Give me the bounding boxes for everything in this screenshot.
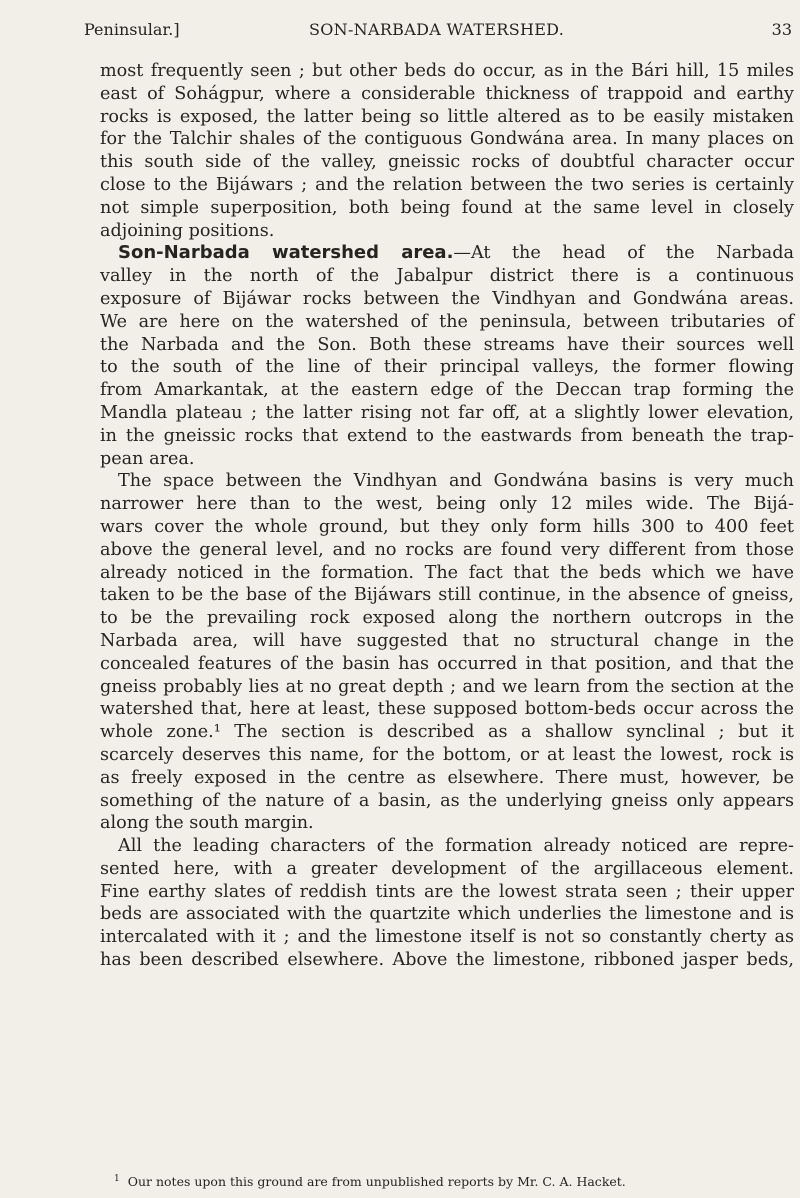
text-line: All the leading characters of the formation already noticed are repre- [118,836,794,857]
footnote-text: Our notes upon this ground are from unpublished reports by Mr. C. A. Hacket. [127,1174,626,1190]
text-line: above the general level, and no rocks are found very different from those [100,539,794,560]
text-line: already noticed in the formation. The fact that the beds which we have [100,562,794,583]
text-line: to the south of the line of their principal valleys, the former flowing [100,357,794,378]
text-line: exposure of Bijáwar rocks between the Vindhyan and Gondwána areas. [100,288,794,309]
text-line: Mandla plateau ; the latter rising not far off, at a slightly lower elevation, [100,402,794,423]
text-line: adjoining positions. [100,220,275,241]
text-line: watershed that, here at least, these supposed bottom-beds occur across the [100,699,794,720]
text-line: wars cover the whole ground, but they only form hills 300 to 400 feet [100,516,794,537]
text-line: the Narbada and the Son. Both these streams have their sources well [100,334,794,355]
text-line: sented here, with a greater development of the argillaceous element. [100,858,794,879]
section-heading: Son-Narbada watershed area. [118,242,454,264]
chapter-label: Peninsular.] [84,20,180,39]
text-line: rocks is exposed, the latter being so little altered as to be easily mistaken [100,106,794,127]
text-line: to be the prevailing rock exposed along the northern outcrops in the [100,608,794,629]
text-line: narrower here than to the west, being only 12 miles wide. The Bijá- [100,494,794,515]
text-line: something of the nature of a basin, as the underlying gneiss only appears [100,790,794,811]
text-line: for the Talchir shales of the contiguous Gondwána area. In many places on [100,129,794,150]
text-line: beds are associated with the quartzite which underlies the limestone and is [100,904,794,925]
text-line: along the south margin. [100,813,314,834]
text-line: has been described elsewhere. Above the limestone, ribboned jasper beds, [100,950,794,971]
text-line: whole zone.¹ The section is described as a shallow synclinal ; but it [100,722,794,743]
page-number: 33 [771,20,792,39]
text-line: not simple superposition, both being found at the same level in closely [100,197,794,218]
text-line: in the gneissic rocks that extend to the eastwards from beneath the trap- [100,425,794,446]
text-line: pean area. [100,448,195,469]
text-line: Narbada area, will have suggested that no structural change in the [100,630,794,651]
text-line: concealed features of the basin has occurred in that position, and that the [100,653,794,674]
section-first-line-text: —At the head of the Narbada [453,243,794,264]
text-line: from Amarkantak, at the eastern edge of the Deccan trap forming the [100,380,794,401]
text-line: We are here on the watershed of the peninsula, between tributaries of [100,311,794,332]
footnote [114,1174,794,1189]
page-title: SON-NARBADA WATERSHED. [309,20,565,39]
text-line: intercalated with it ; and the limestone itself is not so constantly cherty as [100,927,794,948]
running-head [84,20,792,46]
text-line: close to the Bijáwars ; and the relation between the two series is certainly [100,174,794,195]
text-line: this south side of the valley, gneissic rocks of doubtful character occur [100,152,794,173]
text-line: Fine earthy slates of reddish tints are the lowest strata seen ; their upper [100,881,794,902]
text-line: east of Sohágpur, where a considerable thickness of trappoid and earthy [100,83,794,104]
text-line: valley in the north of the Jabalpur district there is a continuous [100,266,794,287]
text-line: taken to be the base of the Bijáwars still continue, in the absence of gneiss, [100,585,794,606]
body-text [100,60,794,972]
text-line: as freely exposed in the centre as elsewhere. There must, however, be [100,767,794,788]
text-line: scarcely deserves this name, for the bottom, or at least the lowest, rock is [100,744,794,765]
text-line: gneiss probably lies at no great depth ; and we learn from the section at the [100,676,794,697]
footnote-marker: 1 [114,1174,120,1184]
text-line: most frequently seen ; but other beds do occur, as in the Bári hill, 15 miles [100,61,794,81]
text-line: The space between the Vindhyan and Gondwána basins is very much [118,471,794,492]
section-first-line [100,242,794,265]
